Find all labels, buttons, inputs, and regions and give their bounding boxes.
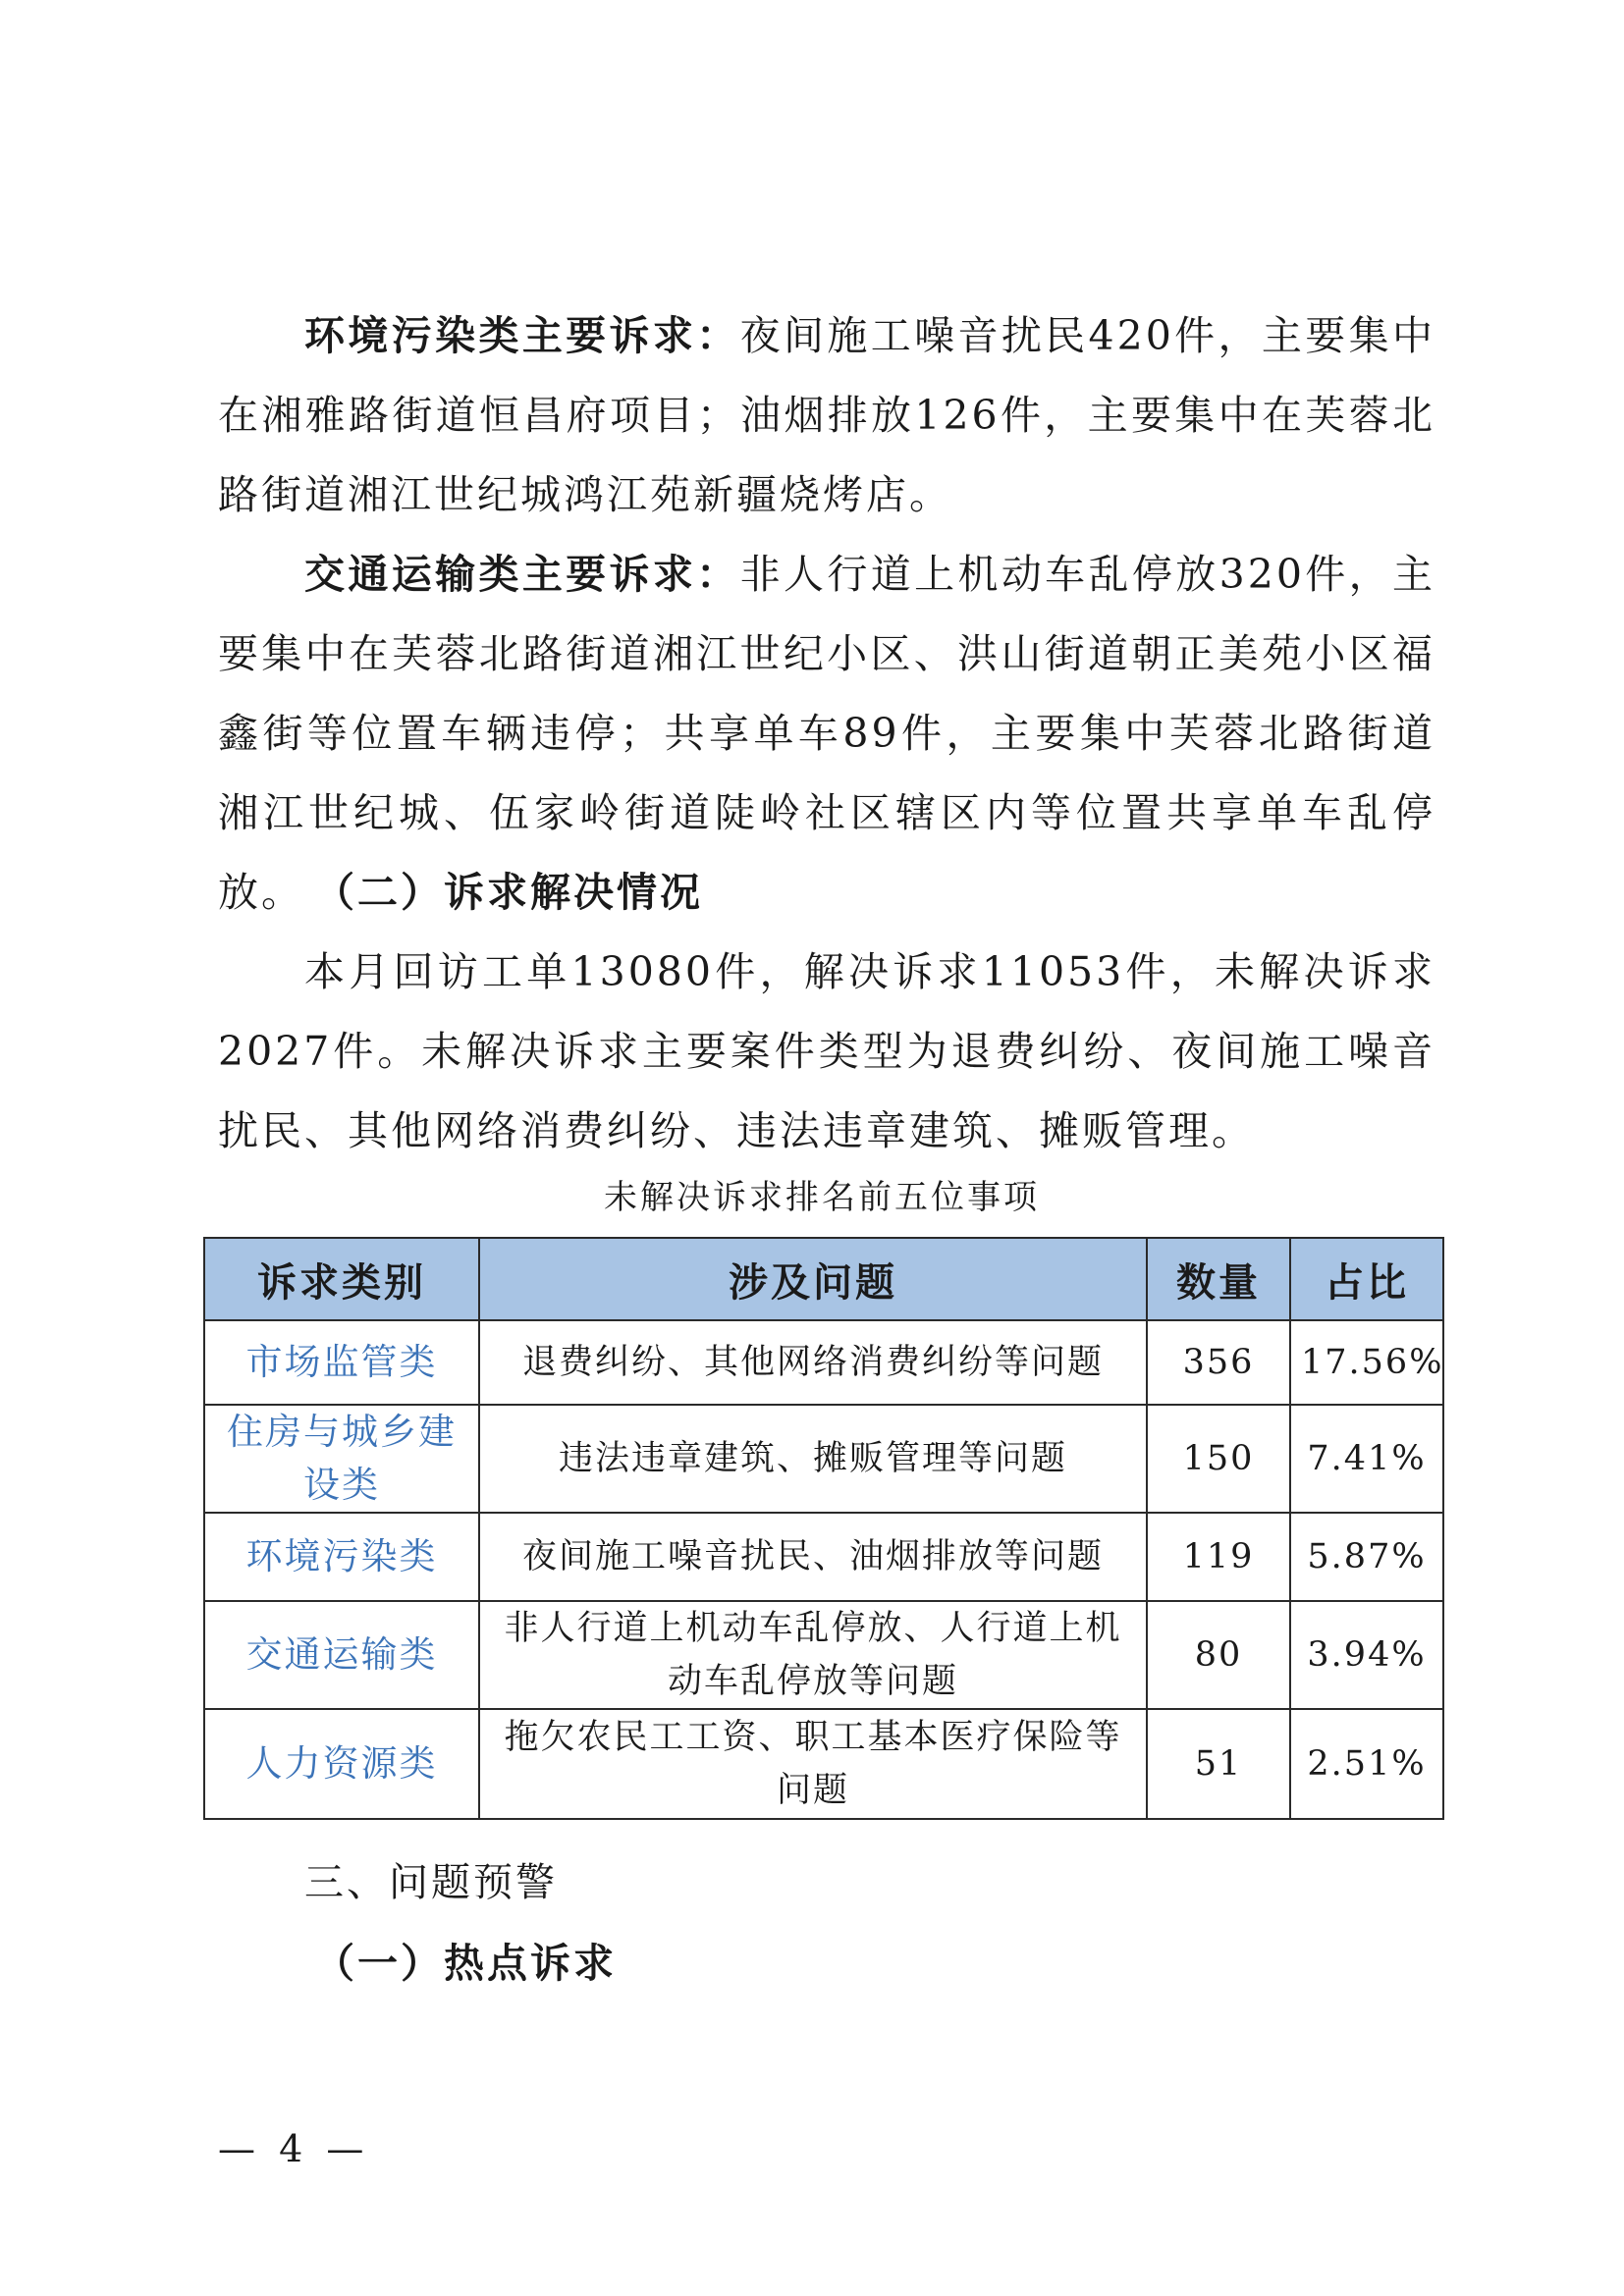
cell-ratio: 17.56%: [1290, 1320, 1443, 1405]
section-heading-resolution: （二）诉求解决情况: [314, 869, 703, 916]
paragraph-body: 非人行道上机动车乱停放320件，主要集中在芙蓉北路街道湘江世纪小区、洪山街道朝正美苑小区福鑫街等位置车辆违停；共享单车89件，主要集中芙蓉北路街道湘江世纪城、伍家岭街道陡岭社区辖区内等位置共享单车乱停放。: [218, 551, 1435, 916]
paragraph-lead: 交通运输类主要诉求：: [304, 551, 740, 598]
section-heading-warning: 三、问题预警: [304, 1860, 558, 1905]
cell-ratio: 2.51%: [1290, 1709, 1443, 1819]
header-count: 数量: [1147, 1238, 1290, 1320]
table-row: [204, 1601, 1443, 1709]
cell-issue: 夜间施工噪音扰民、油烟排放等问题: [479, 1513, 1147, 1601]
cell-category: 人力资源类: [204, 1709, 479, 1819]
cell-ratio: 7.41%: [1290, 1405, 1443, 1513]
table-row: [204, 1513, 1443, 1601]
cell-category: 交通运输类: [204, 1601, 479, 1709]
cell-issue: 违法违章建筑、摊贩管理等问题: [479, 1405, 1147, 1513]
cell-ratio: 5.87%: [1290, 1513, 1443, 1601]
page-number: — 4 —: [218, 2127, 370, 2170]
cell-count: 356: [1147, 1320, 1290, 1405]
header-issue: 涉及问题: [479, 1238, 1147, 1320]
header-ratio: 占比: [1290, 1238, 1443, 1320]
cell-ratio: 3.94%: [1290, 1601, 1443, 1709]
table-header-row: [204, 1238, 1443, 1320]
table-row: [204, 1320, 1443, 1405]
cell-issue: 退费纠纷、其他网络消费纠纷等问题: [479, 1320, 1147, 1405]
paragraph-environment-complaints: [218, 296, 1435, 535]
paragraph-resolution-summary: 本月回访工单13080件，解决诉求11053件，未解决诉求2027件。未解决诉求主要案件类型为退费纠纷、夜间施工噪音扰民、其他网络消费纠纷、违法违章建筑、摊贩管理。: [218, 948, 1435, 1154]
paragraph-lead: 环境污染类主要诉求：: [304, 312, 740, 359]
section-heading-hot-topics: （一）热点诉求: [314, 1940, 617, 1987]
table-caption: 未解决诉求排名前五位事项: [604, 1178, 1040, 1217]
cell-category: 市场监管类: [204, 1320, 479, 1405]
cell-count: 80: [1147, 1601, 1290, 1709]
cell-issue: 拖欠农民工工资、职工基本医疗保险等问题: [479, 1709, 1147, 1819]
cell-count: 51: [1147, 1709, 1290, 1819]
unresolved-top-five-table: [203, 1237, 1444, 1820]
cell-count: 119: [1147, 1513, 1290, 1601]
table-row: [204, 1709, 1443, 1819]
table-row: [204, 1405, 1443, 1513]
paragraph-body: 夜间施工噪音扰民420件，主要集中在湘雅路街道恒昌府项目；油烟排放126件，主要集中在芙蓉北路街道湘江世纪城鸿江苑新疆烧烤店。: [218, 312, 1435, 518]
header-category: 诉求类别: [204, 1238, 479, 1320]
cell-category: 住房与城乡建设类: [204, 1405, 479, 1513]
cell-category: 环境污染类: [204, 1513, 479, 1601]
cell-count: 150: [1147, 1405, 1290, 1513]
cell-issue: 非人行道上机动车乱停放、人行道上机动车乱停放等问题: [479, 1601, 1147, 1709]
